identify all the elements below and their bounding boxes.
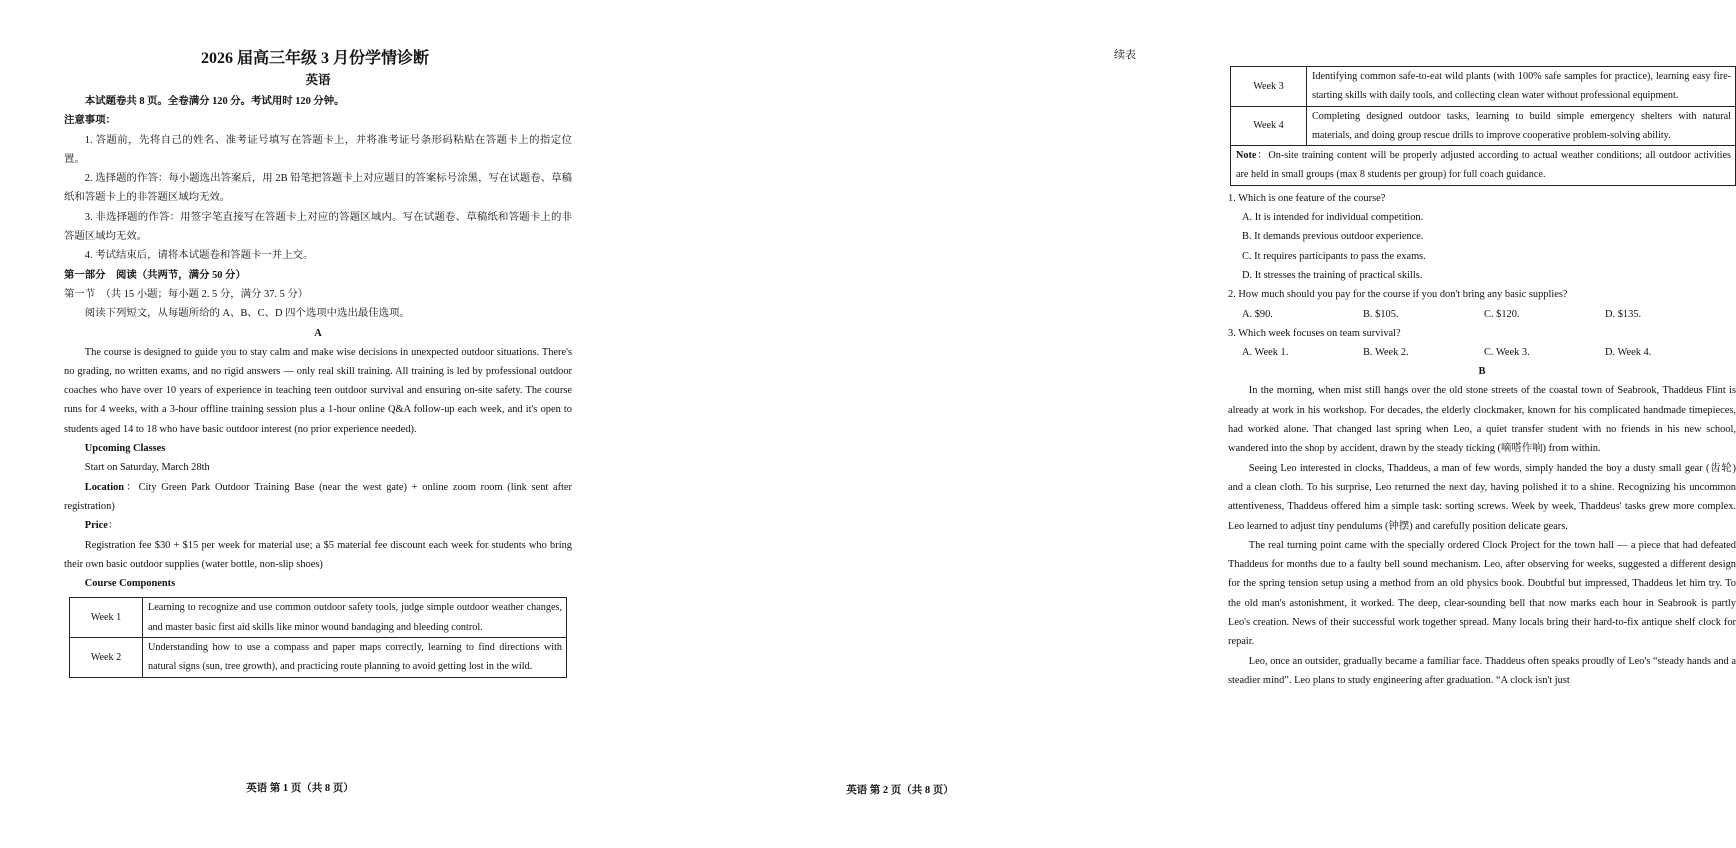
option: D. It stresses the training of practical skills. [1242,269,1423,281]
option: D. Week 4. [1605,347,1652,359]
option: D. $135. [1605,308,1642,320]
part-heading: 第一部分 阅读（共两节，满分 50 分） [64,269,246,281]
components-heading: Course Components [84,578,176,590]
page2-column [1228,66,1736,690]
table-row [70,598,567,638]
notice-item: 3. 非选择题的作答：用签字笔直接写在答题卡上对应的答题区域内。写在试题卷、草稿纸和答题卡上的非答题区域均无效。 [64,211,572,243]
passage-paragraph: The real turning point came with the specially ordered Clock Project for the town hall — a piece that had defeated Thaddeus for months due to a faulty bell sound mechanism. Leo, after observing for weeks, suggested a different design for the spring tension setup using a method from an old physics book. Doubtful but impressed, Thaddeus let him try. To the old man's astonishment, it worked. The deep, clear-sounding bell that now marks each hour in Seabrook is partly Leo's creation. News of their successful work together spread. Many locals bring their hard-to-fix antique shelf clock for repair. [1228,539,1736,648]
week-desc-cell: Learning to recognize and use common outdoor safety tools, judge simple outdoor weather changes, and master basic first aid skills like minor wound bandaging and bleeding control. [143,598,567,638]
option: B. $105. [1363,308,1399,320]
options-row [1228,343,1736,362]
exam-page-1 [0,0,600,848]
week-desc-cell: Completing designed outdoor tasks, learning to build simple emergency shelters with natural materials, and doing group rescue drills to improve cooperative problem-solving ability. [1307,106,1736,146]
continued-label: 续表 [1114,49,1136,61]
note-text: ：On-site training content will be properly adjusted according to actual weather conditions; all outdoor activities are held in small groups (max 8 students per group) for full coach guidance. [1236,150,1731,181]
question-2: 2. How much should you pay for the course if you don't bring any basic supplies? [1228,289,1568,301]
table-row [70,638,567,678]
notice-item: 2. 选择题的作答：每小题选出答案后，用 2B 铅笔把答题卡上对应题目的答案标号涂黑，写在试题卷、草稿纸和答题卡上的非答题区域均无效。 [64,173,572,204]
components-table-continued [1230,66,1736,186]
location-text: ：City Green Park Outdoor Training Base (near the west gate) + online zoom room (link sent after registration) [64,481,572,512]
price-label: Price [84,520,108,532]
location-label: Location [84,481,125,493]
table-row [1231,106,1736,146]
table-row [1231,67,1736,107]
option: A. It is intended for individual competition. [1242,212,1424,224]
exam-intro: 本试题卷共 8 页。全卷满分 120 分。考试用时 120 分钟。 [84,96,345,107]
passage-paragraph: In the morning, when mist still hangs over the old stone streets of the coastal town of Seabrook, Thaddeus Flint is already at work in his workshop. For decades, the elderly clockmaker, known for his complicated handmade timepieces, had worked alone. That changed last spring when Leo, a quiet transfer student with no friends in his new school, wandered into the shop by accident, drawn by the steady ticking (嘀嗒作响) from within. [1228,385,1736,455]
passage-label: A [314,327,322,339]
week-desc-cell: Identifying common safe-to-eat wild plants (with 100% safe samples for practice), learning easy fire-starting skills with daily tools, and collecting clean water without professional equipment. [1307,67,1736,107]
question-3: 3. Which week focuses on team survival? [1228,327,1401,339]
option: C. Week 3. [1484,347,1530,359]
options-row [1228,305,1736,324]
note-label: Note [1236,150,1257,162]
question-1: 1. Which is one feature of the course? [1228,192,1386,204]
page-footer: 英语 第 2 页（共 8 页） [600,780,1200,797]
notice-heading: 注意事项： [64,115,116,127]
instruction-text: 阅读下列短文，从每题所给的 A、B、C、D 四个选项中选出最佳选项。 [84,308,410,320]
option: A. $90. [1242,308,1273,320]
location-paragraph [64,478,572,517]
week-cell: Week 4 [1231,106,1307,146]
option: C. It requires participants to pass the exams. [1242,250,1426,262]
option: A. Week 1. [1242,347,1289,359]
components-table [69,597,567,677]
passage-paragraph: Leo, once an outsider, gradually became a familiar face. Thaddeus often speaks proudly of Leo's “steady hands and a steadier mind”. Leo plans to study engineering after graduation. “A clock isn't just [1228,655,1736,686]
price-text: Registration fee $30 + $15 per week for material use; a $5 material fee discount each week for students who bring their own basic outdoor supplies (water bottle, non-slip shoes) [64,539,572,570]
price-colon: ： [107,520,119,532]
page-footer: 英语 第 1 页（共 8 页） [246,783,354,794]
page1-column [64,48,572,678]
passage-paragraph: The course is designed to guide you to stay calm and make wise decisions in unexpected outdoor situations. There's no grading, no written exams, and no rigid answers — only real skill training. All training is led by professional outdoor coaches who have over 10 years of experience in teaching teen outdoor survival and ensuring on-site safety. The course runs for 4 weeks, with a 3-hour offline training session plus a 1-hour online Q&A follow-up each week, and it's open to students aged 14 to 18 who have basic outdoor interest (no prior experience needed). [64,346,572,435]
week-cell: Week 2 [70,638,143,678]
option: C. $120. [1484,308,1520,320]
week-cell: Week 1 [70,598,143,638]
upcoming-heading: Upcoming Classes [84,443,166,455]
notice-item: 4. 考试结束后，请将本试题卷和答题卡一并上交。 [84,250,314,262]
price-heading [64,516,572,535]
exam-subject: 英语 [305,73,331,87]
exam-page-2 [600,0,1736,848]
section-heading: 第一节 （共 15 小题；每小题 2. 5 分，满分 37. 5 分） [64,288,309,300]
week-desc-cell: Understanding how to use a compass and paper maps correctly, learning to find directions with natural signs (sun, tree growth), and practicing route planning to avoid getting lost in the wild. [143,638,567,678]
option: B. Week 2. [1363,347,1409,359]
exam-title: 2026 届高三年级 3 月份学情诊断 [200,50,429,67]
week-cell: Week 3 [1231,67,1307,107]
notice-item: 1. 答题前，先将自己的姓名、准考证号填写在答题卡上，并将准考证号条形码粘贴在答题卡上的指定位置。 [64,134,572,165]
option: B. It demands previous outdoor experience. [1242,231,1424,243]
passage-label: B [1478,366,1486,378]
table-row [1231,146,1736,186]
passage-paragraph: Seeing Leo interested in clocks, Thaddeus, a man of few words, simply handed the boy a dusty small gear (齿轮) and a clean cloth. To his surprise, Leo returned the next day, having polished it to a shine. Recognizing his uncommon attentiveness, Thaddeus offered him a simple task: sorting screws. Week by week, Thaddeus' tasks grew more complex. Leo learned to adjust tiny pendulums (钟摆) and carefully position delicate gears. [1228,462,1736,532]
note-cell [1231,146,1736,186]
upcoming-text: Start on Saturday, March 28th [84,462,210,474]
